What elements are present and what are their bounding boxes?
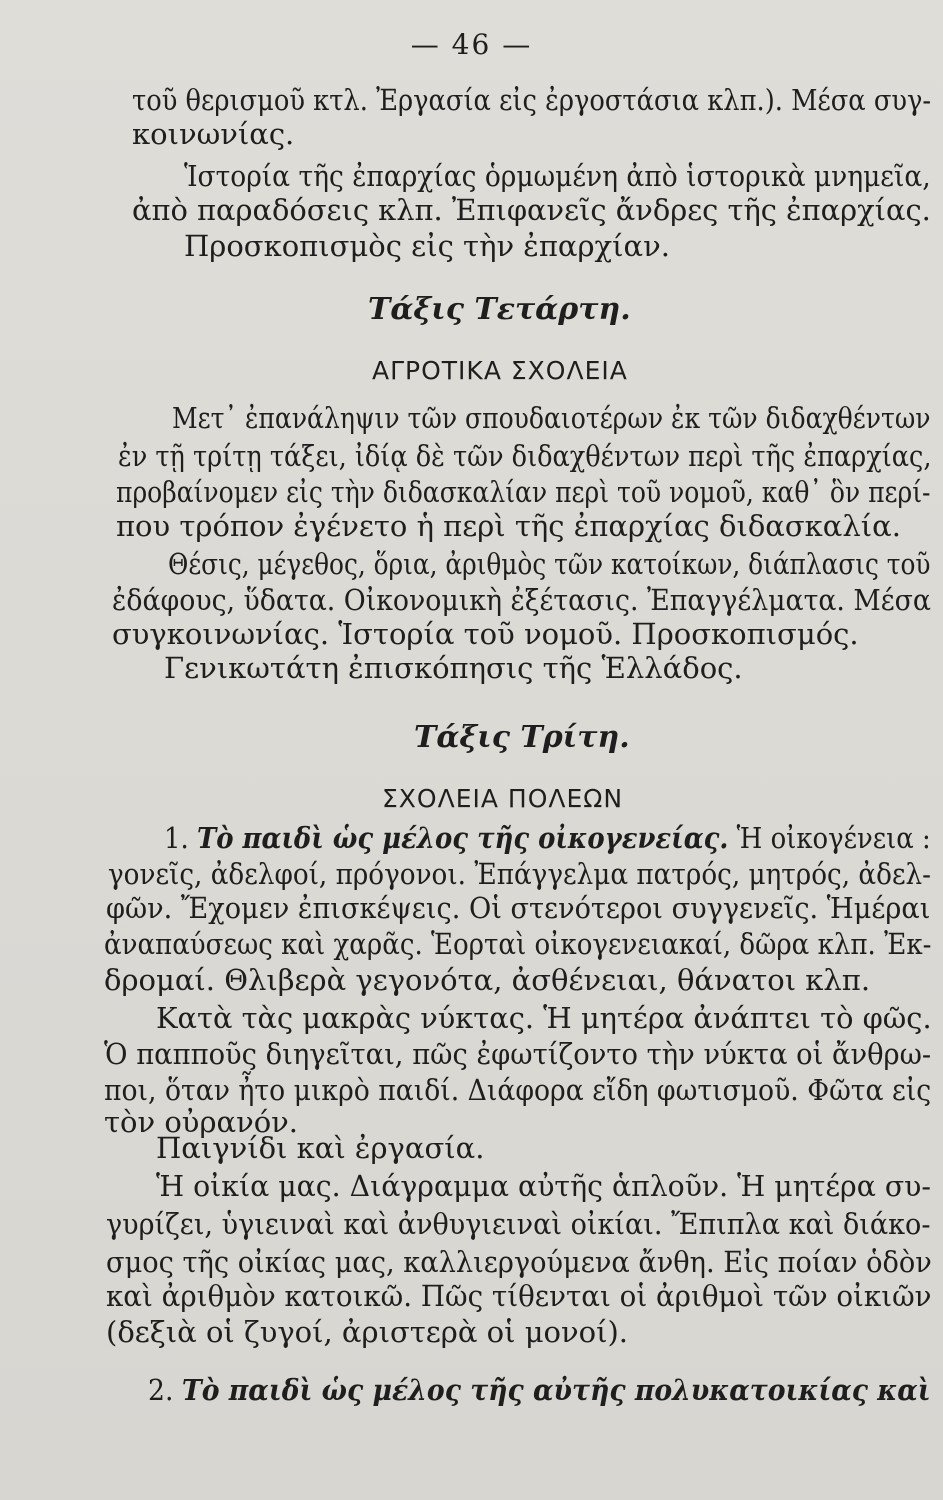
section-title: Τάξις Τρίτη.	[414, 720, 630, 755]
text-line: τὸν οὐρανόν.	[104, 1105, 299, 1139]
text-line: τοῦ θερισμοῦ κτλ. Ἐργασία εἰς ἐργοστάσια κλπ.). Μέσα συγ-	[132, 83, 932, 117]
text-line: συγκοινωνίας. Ἱστορία τοῦ νομοῦ. Προσκοπισμός.	[112, 617, 859, 651]
item-title: Τὸ παιδὶ ὡς μέλος τῆς οἰκογενείας.	[196, 821, 729, 855]
item-number: 2.	[148, 1373, 174, 1407]
text-line: που τρόπον ἐγένετο ἡ περὶ τῆς ἐπαρχίας διδασκαλία.	[116, 509, 901, 543]
text-line: ποι, ὅταν ἦτο μικρὸ παιδί. Διάφορα εἴδη φωτισμοῦ. Φῶτα εἰς	[104, 1073, 932, 1107]
text-line: προβαίνομεν εἰς τὴν διδασκαλίαν περὶ τοῦ νομοῦ, καθ᾽ ὃν περί-	[116, 475, 931, 509]
item-title: Τὸ παιδὶ ὡς μέλος τῆς αὐτῆς πολυκατοικίας καὶ	[181, 1373, 931, 1407]
item-number: 1.	[164, 821, 189, 855]
text-line: καὶ ἀριθμὸν κατοικῶ. Πῶς τίθενται οἱ ἀριθμοὶ τῶν οἰκιῶν	[106, 1279, 932, 1313]
text-line: γυρίζει, ὑγιειναὶ καὶ ἀνθυγιειναὶ οἰκίαι. Ἔπιπλα καὶ διάκο-	[106, 1207, 931, 1241]
section-title: Τάξις Τετάρτη.	[368, 292, 631, 327]
section-subtitle: ΑΓΡΟΤΙΚΑ ΣΧΟΛΕΙΑ	[372, 356, 628, 385]
item-text: Ἡ οἰκογένεια :	[736, 821, 931, 855]
text-line: Ἱστορία τῆς ἐπαρχίας ὁρμωμένη ἀπὸ ἱστορικὰ μνημεῖα,	[184, 159, 931, 193]
text-line	[164, 820, 931, 856]
text-line: (δεξιὰ οἱ ζυγοί, ἀριστερὰ οἱ μονοί).	[106, 1315, 628, 1349]
text-line: ἐν τῇ τρίτῃ τάξει, ἰδίᾳ δὲ τῶν διδαχθέντων περὶ τῆς ἐπαρχίας,	[118, 439, 932, 473]
text-line	[148, 1372, 931, 1408]
text-line: Θέσις, μέγεθος, ὅρια, ἀριθμὸς τῶν κατοίκων, διάπλασις τοῦ	[168, 547, 931, 581]
text-line: Γενικωτάτη ἐπισκόπησις τῆς Ἑλλάδος.	[164, 651, 743, 685]
text-line: ἐδάφους, ὕδατα. Οἰκονομικὴ ἐξέτασις. Ἐπαγγέλματα. Μέσα	[112, 583, 931, 617]
text-line: ἀπὸ παραδόσεις κλπ. Ἐπιφανεῖς ἄνδρες τῆς ἐπαρχίας.	[132, 193, 931, 227]
section-subtitle: ΣΧΟΛΕΙΑ ΠΟΛΕΩΝ	[382, 784, 624, 813]
text-line: κοινωνίας.	[132, 117, 295, 151]
text-line: Ὁ παπποῦς διηγεῖται, πῶς ἐφωτίζοντο τὴν νύκτα οἱ ἄνθρω-	[104, 1037, 932, 1071]
text-line: Ἡ οἰκία μας. Διάγραμμα αὐτῆς ἁπλοῦν. Ἡ μητέρα συ-	[156, 1169, 931, 1203]
text-line: Κατὰ τὰς μακρὰς νύκτας. Ἡ μητέρα ἀνάπτει τὸ φῶς.	[156, 1001, 932, 1035]
text-line: σμος τῆς οἰκίας μας, καλλιεργούμενα ἄνθη. Εἰς ποίαν ὁδὸν	[106, 1245, 932, 1279]
text-line: Παιγνίδι καὶ ἐργασία.	[156, 1131, 485, 1165]
page-number: — 46 —	[410, 28, 533, 61]
text-line: δρομαί. Θλιβερὰ γεγονότα, ἀσθένειαι, θάνατοι κλπ.	[104, 963, 871, 997]
text-line: ἀναπαύσεως καὶ χαρᾶς. Ἑορταὶ οἰκογενειακαί, δῶρα κλπ. Ἐκ-	[104, 927, 932, 961]
text-line: Μετ᾽ ἐπανάληψιν τῶν σπουδαιοτέρων ἐκ τῶν διδαχθέντων	[172, 401, 931, 435]
text-line: φῶν. Ἔχομεν ἐπισκέψεις. Οἱ στενότεροι συγγενεῖς. Ἡμέραι	[106, 891, 931, 925]
text-line: γονεῖς, ἀδελφοί, πρόγονοι. Ἐπάγγελμα πατρός, μητρός, ἀδελ-	[108, 857, 932, 891]
text-line: Προσκοπισμὸς εἰς τὴν ἐπαρχίαν.	[184, 229, 670, 263]
